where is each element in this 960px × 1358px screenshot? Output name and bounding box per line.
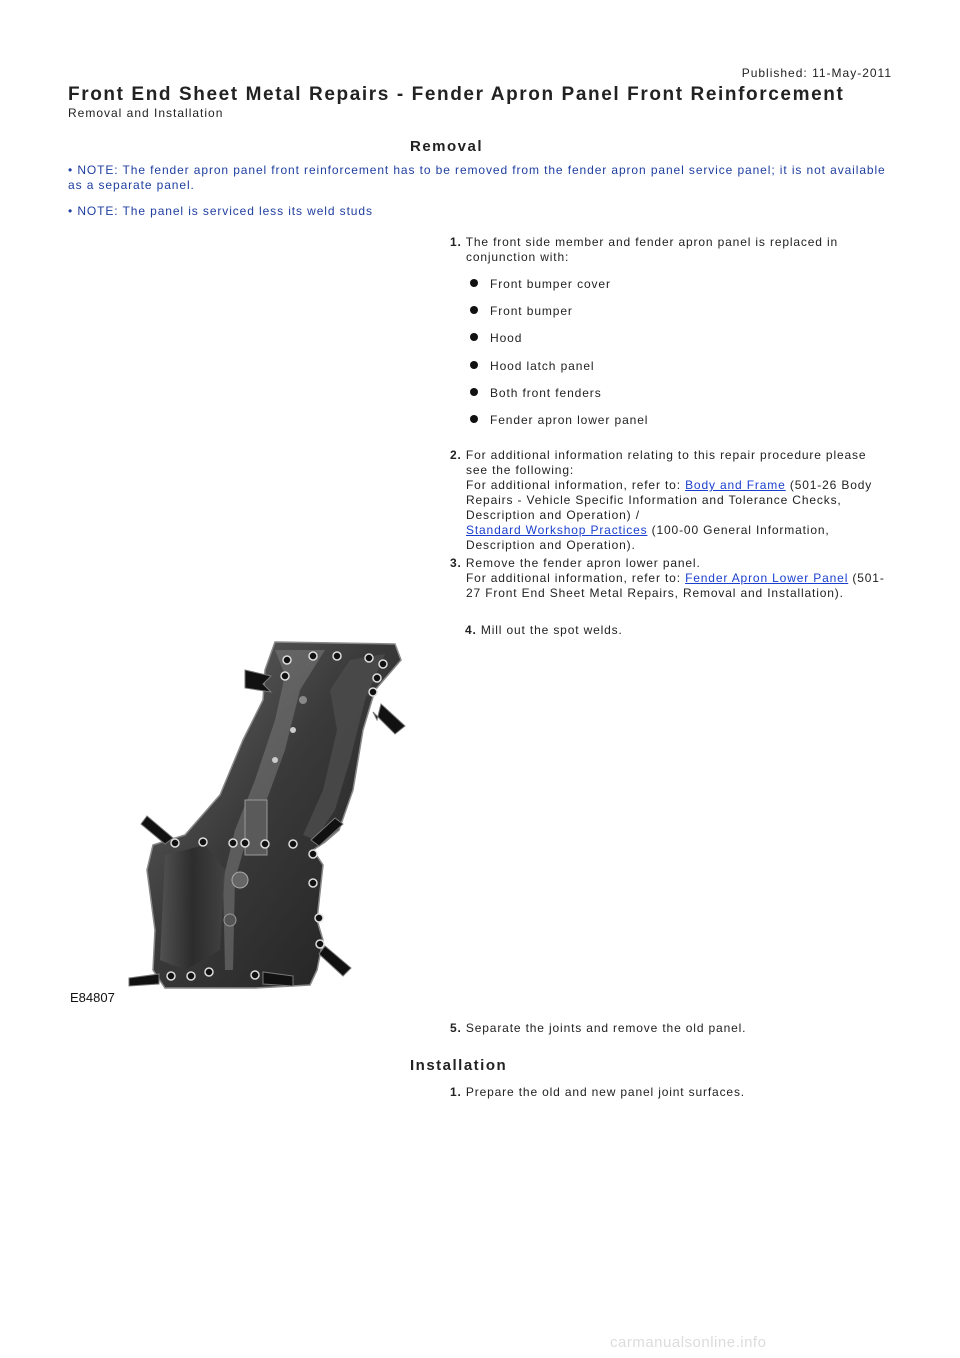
link-fender-apron-lower-panel[interactable]: Fender Apron Lower Panel (685, 571, 849, 585)
bullet-dot-icon (470, 306, 478, 314)
link-body-and-frame[interactable]: Body and Frame (685, 478, 786, 492)
link-standard-workshop-practices[interactable]: Standard Workshop Practices (466, 523, 648, 537)
bullet-item: Hood latch panel (470, 359, 594, 373)
note-1: • NOTE: The fender apron panel front reinforcement has to be removed from the fender apron panel service panel; it is not available as a separate panel. (68, 163, 886, 192)
figure-label: E84807 (70, 990, 115, 1005)
published-date: Published: 11-May-2011 (741, 66, 892, 80)
fender-apron-reinforcement-image (125, 630, 435, 1025)
bullet-dot-icon (470, 279, 478, 287)
step-4-number: 4. (465, 623, 477, 637)
step-2: 2. For additional information relating to this repair procedure please see the following: For additional information, refer to: Body and Frame (501-26 Body Repairs - Vehicle Specific Information and Tolerance Checks, Description and Operation) / Standard Workshop Practices (100-00 General Information, Description and Operation). (450, 448, 873, 552)
removal-heading: Removal (410, 138, 484, 155)
installation-step-1-number: 1. (450, 1085, 462, 1099)
bullet-item: Front bumper (470, 304, 573, 318)
step-5: 5. Separate the joints and remove the old panel. (450, 1021, 747, 1035)
bullet-dot-icon (470, 388, 478, 396)
page-title: Front End Sheet Metal Repairs - Fender Apron Panel Front Reinforcement (68, 84, 845, 105)
step-1 (450, 235, 890, 265)
step-1-number: 1. (450, 235, 462, 249)
panel-illustration (125, 630, 435, 1025)
step-1-text: The front side member and fender apron panel is replaced in conjunction with: (465, 235, 839, 264)
installation-step-1: 1. Prepare the old and new panel joint surfaces. (450, 1085, 745, 1099)
step-2-number: 2. (450, 448, 462, 462)
bullet-dot-icon (470, 415, 478, 423)
step-3-number: 3. (450, 556, 462, 570)
step-3: 3. Remove the fender apron lower panel. For additional information, refer to: Fender Apron Lower Panel (501-27 Front End Sheet Metal Repairs, Removal and Installation). (450, 556, 885, 600)
bullet-item: Front bumper cover (470, 277, 611, 291)
bullet-dot-icon (470, 333, 478, 341)
watermark: carmanualsonline.info (610, 1334, 767, 1351)
installation-heading: Installation (410, 1057, 508, 1074)
bullet-item: Hood (470, 331, 522, 345)
bullet-item: Both front fenders (470, 386, 602, 400)
step-5-number: 5. (450, 1021, 462, 1035)
bullet-item: Fender apron lower panel (470, 413, 648, 427)
bullet-dot-icon (470, 361, 478, 369)
page-subtitle: Removal and Installation (68, 106, 224, 120)
note-2: • NOTE: The panel is serviced less its weld studs (68, 204, 373, 218)
step-4: 4. Mill out the spot welds. (465, 623, 623, 637)
